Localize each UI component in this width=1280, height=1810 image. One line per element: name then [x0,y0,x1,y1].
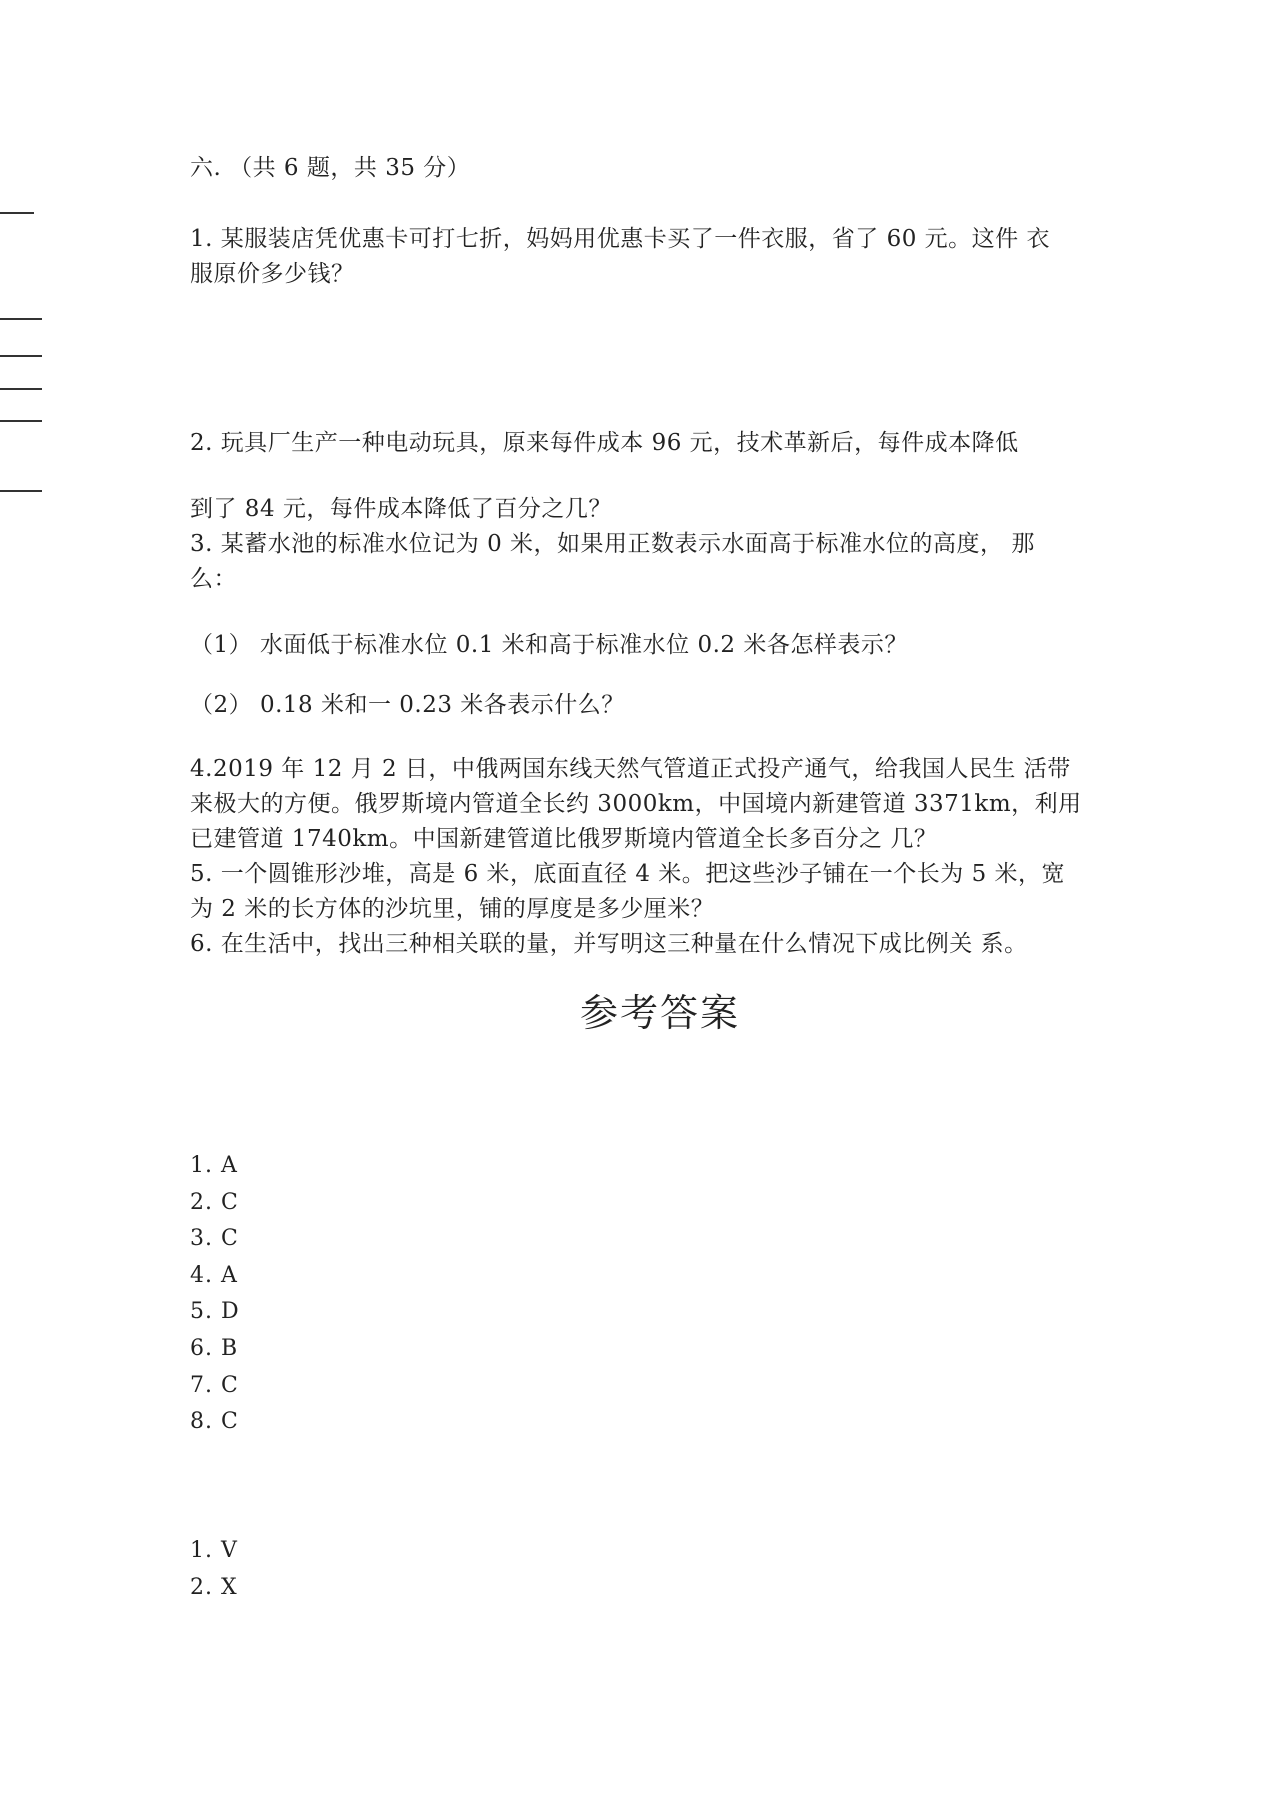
margin-line [0,490,42,492]
answer-item: 1. V [190,1538,238,1563]
question-3-sub-2: （2） 0.18 米和一 0.23 米各表示什么？ [190,692,625,718]
question-4-line-3: 已建管道 1740km。中国新建管道比俄罗斯境内管道全长多百分之 几？ [190,826,938,852]
section-heading: 六. （共 6 题，共 35 分） [190,155,471,181]
question-5-line-1: 5. 一个圆锥形沙堆，高是 6 米，底面直径 4 米。把这些沙子铺在一个长为 5 米，宽 [190,861,1066,887]
question-4-line-1: 4.2019 年 12 月 2 日，中俄两国东线天然气管道正式投产通气，给我国人民生 活带 [190,756,1071,782]
question-1-line-2: 服原价多少钱？ [190,261,355,287]
answer-item: 1. A [190,1153,238,1178]
answer-item: 2. X [190,1574,238,1600]
margin-line [0,388,42,390]
answers-title: 参考答案 [579,991,740,1035]
question-2-line-1: 2. 玩具厂生产一种电动玩具，原来每件成本 96 元，技术革新后，每件成本降低 [190,430,1019,456]
answers-group-2 [190,1533,238,1606]
answer-item: 7. C [190,1372,239,1398]
margin-line [0,420,42,422]
question-4-line-2: 来极大的方便。俄罗斯境内管道全长约 3000km，中国境内新建管道 3371km，利用 [190,791,1082,817]
answer-item: 4. A [190,1262,238,1288]
question-6-line-1: 6. 在生活中，找出三种相关联的量，并写明这三种量在什么情况下成比例关 系。 [190,931,1028,957]
question-5-line-2: 为 2 米的长方体的沙坑里，铺的厚度是多少厘米？ [190,896,715,922]
answer-item: 5. D [190,1299,240,1325]
answers-group-1 [190,1148,240,1441]
answer-item: 2. C [190,1189,239,1215]
question-2-line-2: 到了 84 元，每件成本降低了百分之几？ [190,496,612,522]
margin-line [0,212,34,214]
question-3-sub-1: （1） 水面低于标准水位 0.1 米和高于标准水位 0.2 米各怎样表示？ [190,632,908,658]
margin-line [0,318,42,320]
question-1-line-1: 1. 某服装店凭优惠卡可打七折，妈妈用优惠卡买了一件衣服，省了 60 元。这件 衣 [190,226,1050,252]
answer-item: 8. C [190,1409,239,1435]
answer-item: 3. C [190,1226,239,1252]
question-3-line-1: 3. 某蓄水池的标准水位记为 0 米，如果用正数表示水面高于标准水位的高度， 那 [190,531,1035,557]
margin-line [0,355,42,357]
question-3-line-2: 么： [190,566,237,592]
answer-item: 6. B [190,1335,239,1361]
